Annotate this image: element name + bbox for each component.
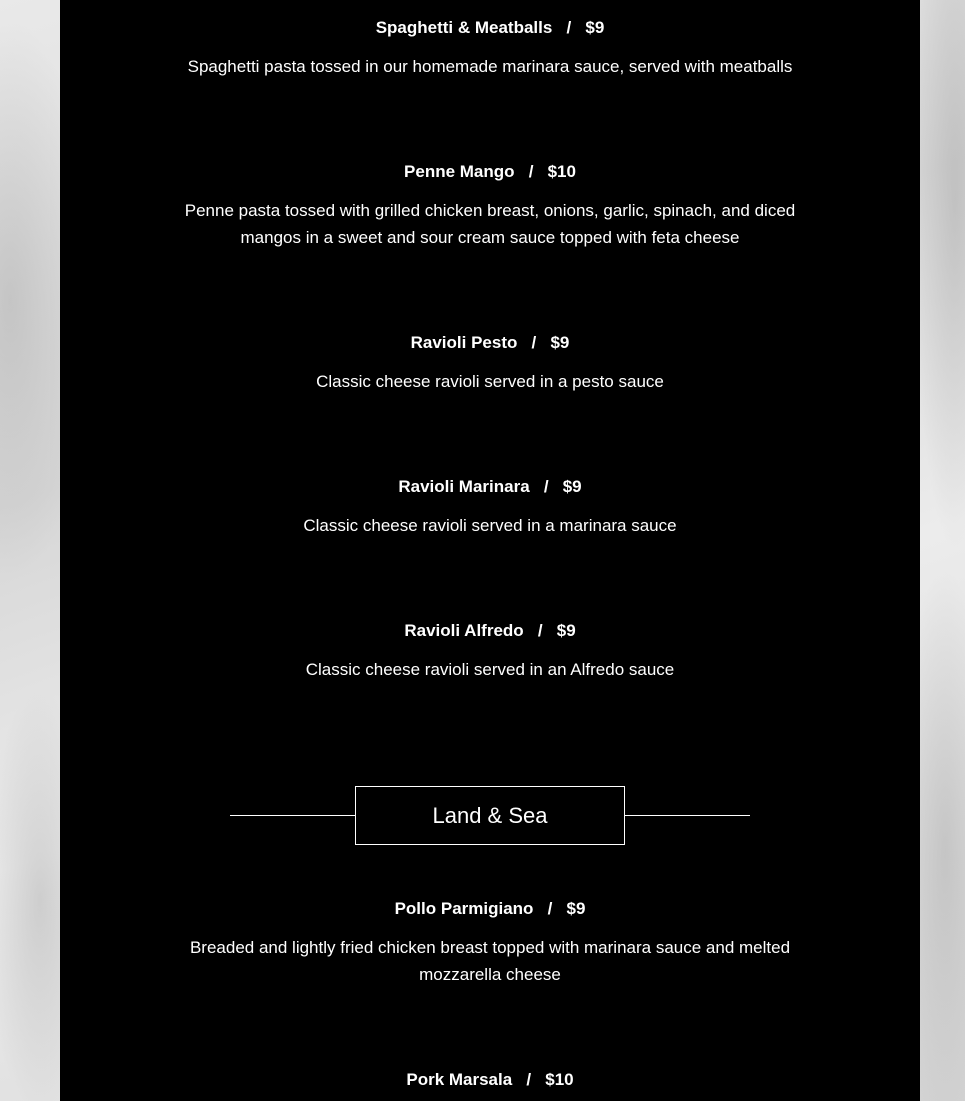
menu-panel (60, 0, 920, 1101)
menu-item-description: Classic cheese ravioli served in an Alfredo sauce (305, 660, 675, 679)
section-divider-left (230, 815, 355, 816)
menu-item-title: Pollo Parmigiano / $9 (394, 899, 586, 918)
menu-item-description: Classic cheese ravioli served in a pesto sauce (316, 372, 664, 391)
section-heading-box (355, 786, 625, 845)
menu-item-title: Ravioli Alfredo / $9 (404, 621, 576, 640)
menu-item-title: Ravioli Pesto / $9 (410, 333, 570, 352)
menu-item-title: Spaghetti & Meatballs / $9 (375, 18, 605, 37)
section-heading: Land & Sea (432, 802, 548, 828)
menu-item-description: Penne pasta tossed with grilled chicken breast, onions, garlic, spinach, and diced mangos in a sweet and sour cream sauce topped with feta cheese (184, 201, 796, 247)
menu-item-description: Spaghetti pasta tossed in our homemade marinara sauce, served with meatballs (187, 57, 793, 76)
section-divider-right (625, 815, 750, 816)
menu-item-title: Ravioli Marinara / $9 (398, 477, 582, 496)
menu-item-title: Pork Marsala / $10 (406, 1070, 574, 1089)
menu-item-title: Penne Mango / $10 (404, 162, 576, 181)
menu-item-description: Classic cheese ravioli served in a marinara sauce (303, 516, 677, 535)
menu-item-description: Breaded and lightly fried chicken breast topped with marinara sauce and melted mozzarella cheese (189, 938, 791, 984)
